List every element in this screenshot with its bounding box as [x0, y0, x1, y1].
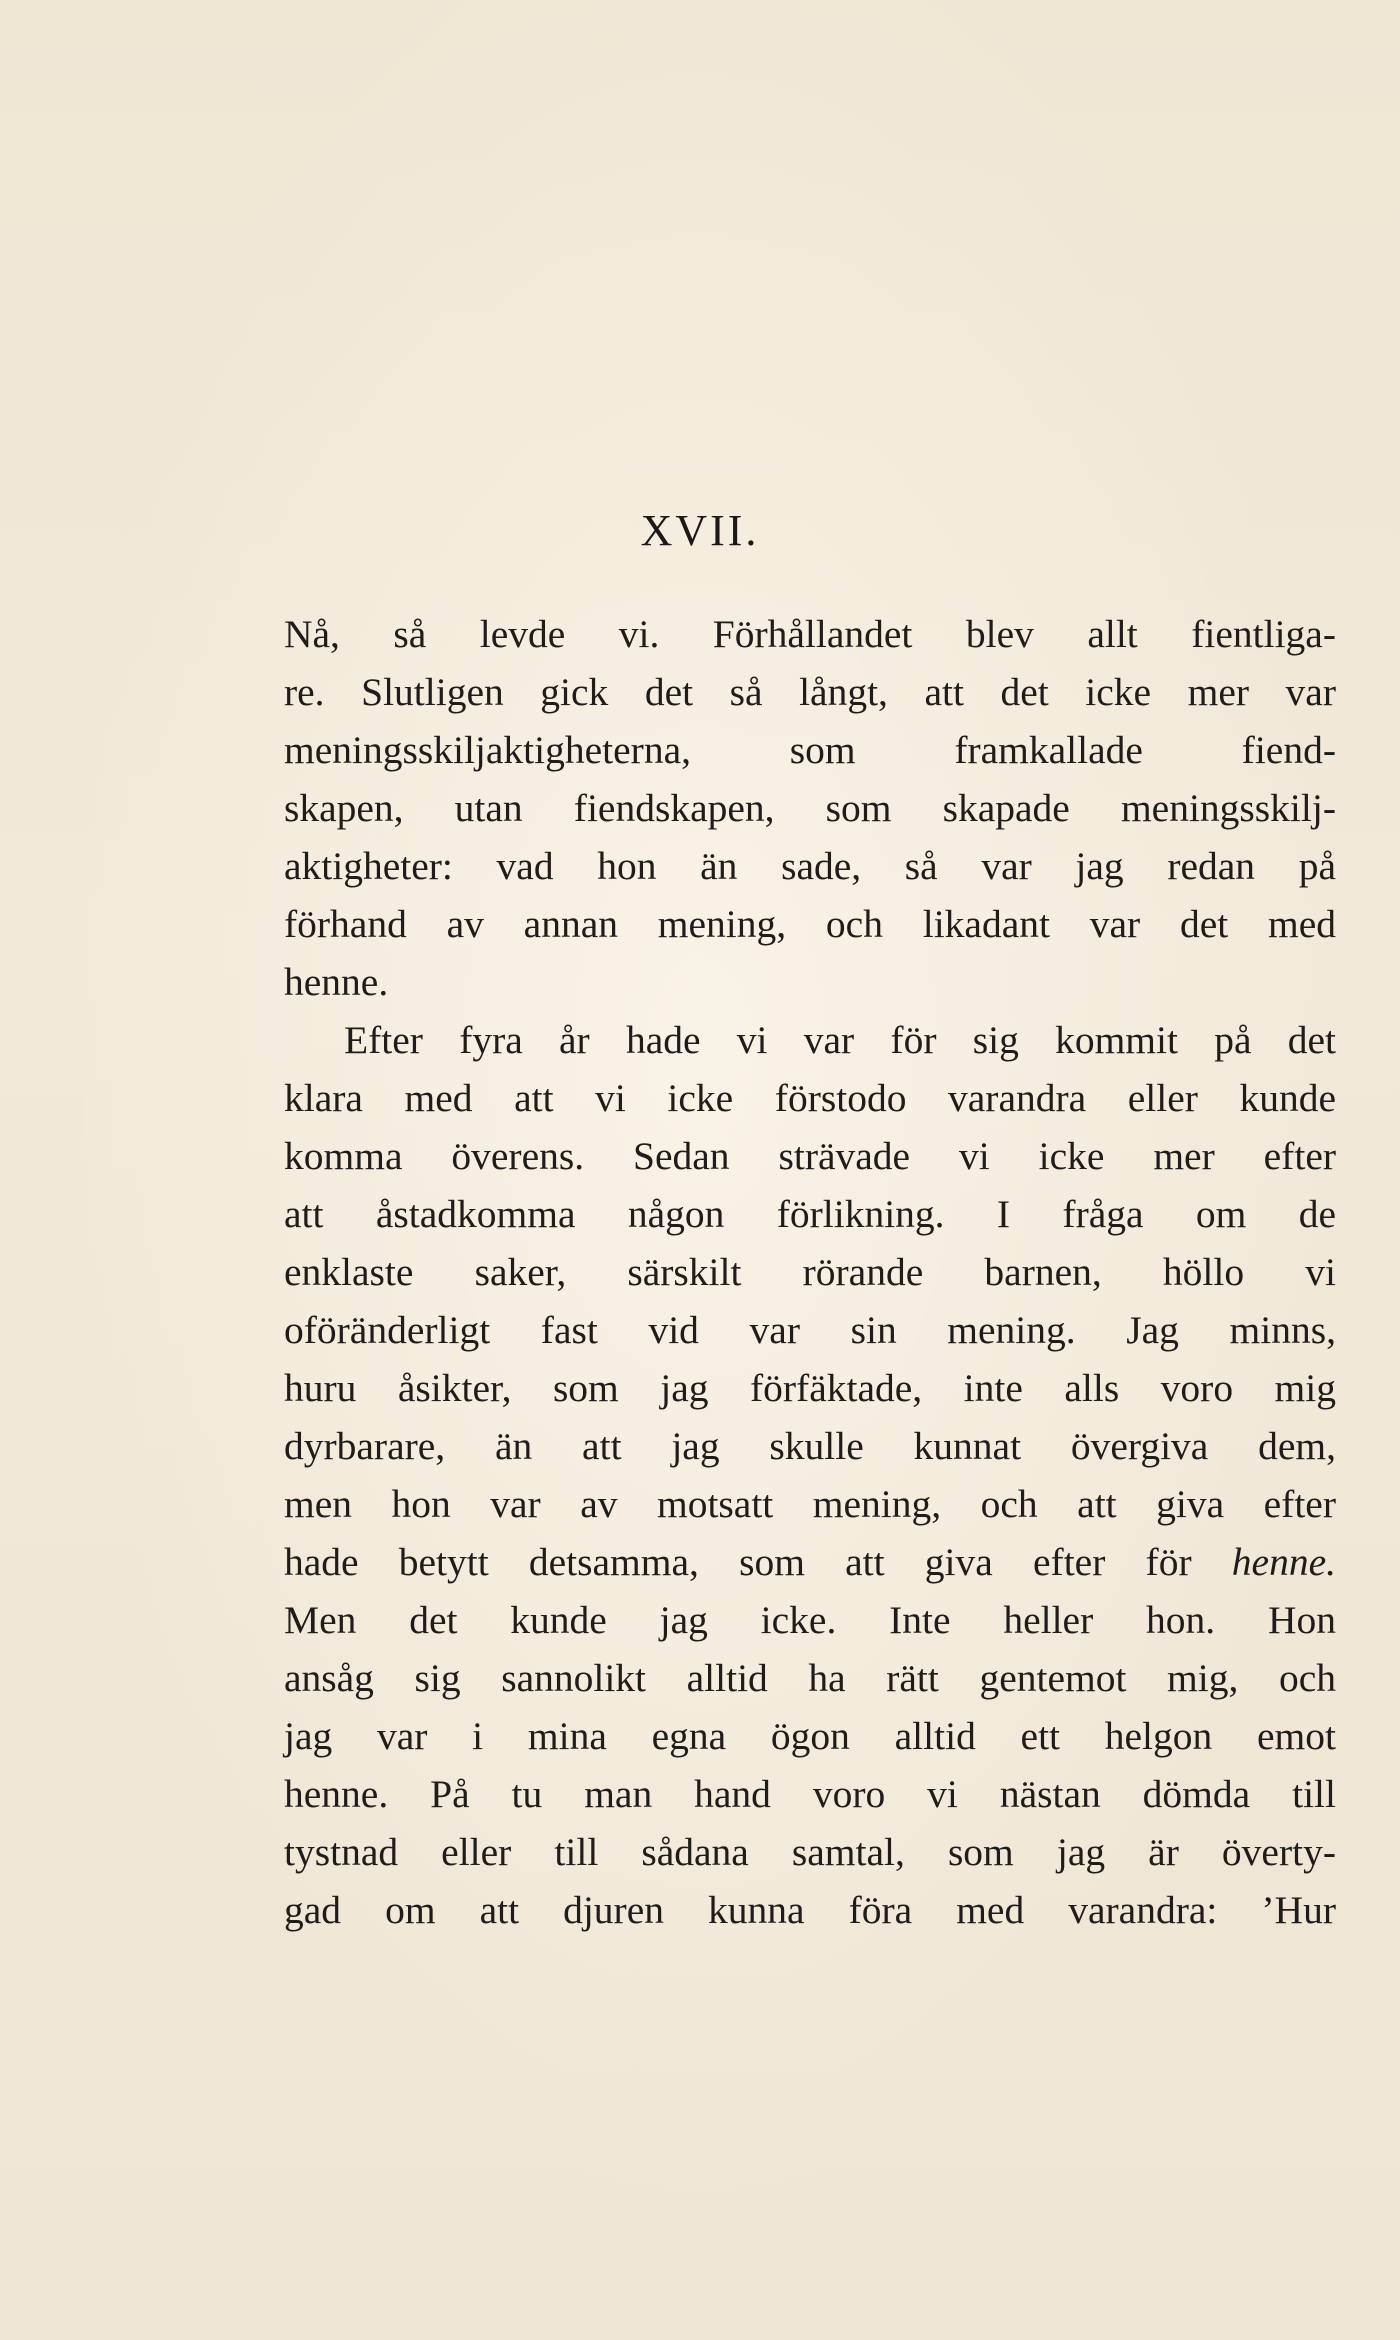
text-line: oföränderligt fast vid var sin mening. Jag minns, [284, 1308, 1336, 1352]
text-line: tystnad eller till sådana samtal, som jag är överty- [284, 1830, 1336, 1874]
text-line: enklaste saker, särskilt rörande barnen, höllo vi [284, 1250, 1336, 1294]
italic-word: henne. [1231, 1540, 1336, 1584]
text-line: Nå, så levde vi. Förhållandet blev allt fientliga- [284, 612, 1336, 656]
text-line: men hon var av motsatt mening, och att giva efter [284, 1482, 1336, 1526]
text-line-part: hade betytt detsamma, som att giva efter för [284, 1540, 1232, 1584]
text-line: Men det kunde jag icke. Inte heller hon. Hon [284, 1598, 1336, 1642]
text-line: komma överens. Sedan strävade vi icke mer efter [284, 1134, 1336, 1178]
text-line: dyrbarare, än att jag skulle kunnat övergiva dem, [284, 1424, 1336, 1468]
text-line: skapen, utan fiendskapen, som skapade meningsskilj- [284, 786, 1336, 830]
text-line: gad om att djuren kunna föra med varandra: ’Hur [284, 1888, 1336, 1932]
text-line: klara med att vi icke förstodo varandra eller kunde [284, 1076, 1336, 1120]
text-line: meningsskiljaktigheterna, som framkallade fiend- [284, 728, 1336, 772]
text-line: att åstadkomma någon förlikning. I fråga om de [284, 1192, 1336, 1236]
text-line: re. Slutligen gick det så långt, att det icke mer var [284, 670, 1336, 714]
text-line: jag var i mina egna ögon alltid ett helgon emot [284, 1714, 1336, 1758]
body-text [284, 605, 1336, 1939]
chapter-heading: XVII. [640, 506, 760, 555]
text-line: förhand av annan mening, och likadant var det med [284, 902, 1336, 946]
text-line: ansåg sig sannolikt alltid ha rätt gentemot mig, och [284, 1656, 1336, 1700]
text-line: aktigheter: vad hon än sade, så var jag redan på [284, 844, 1336, 888]
text-line-with-italic [284, 1533, 1336, 1591]
text-line: Efter fyra år hade vi var för sig kommit på det [344, 1018, 1336, 1062]
text-line: henne. [284, 960, 389, 1004]
text-line: henne. På tu man hand voro vi nästan dömda till [284, 1772, 1336, 1816]
text-line: huru åsikter, som jag förfäktade, inte alls voro mig [284, 1366, 1336, 1410]
